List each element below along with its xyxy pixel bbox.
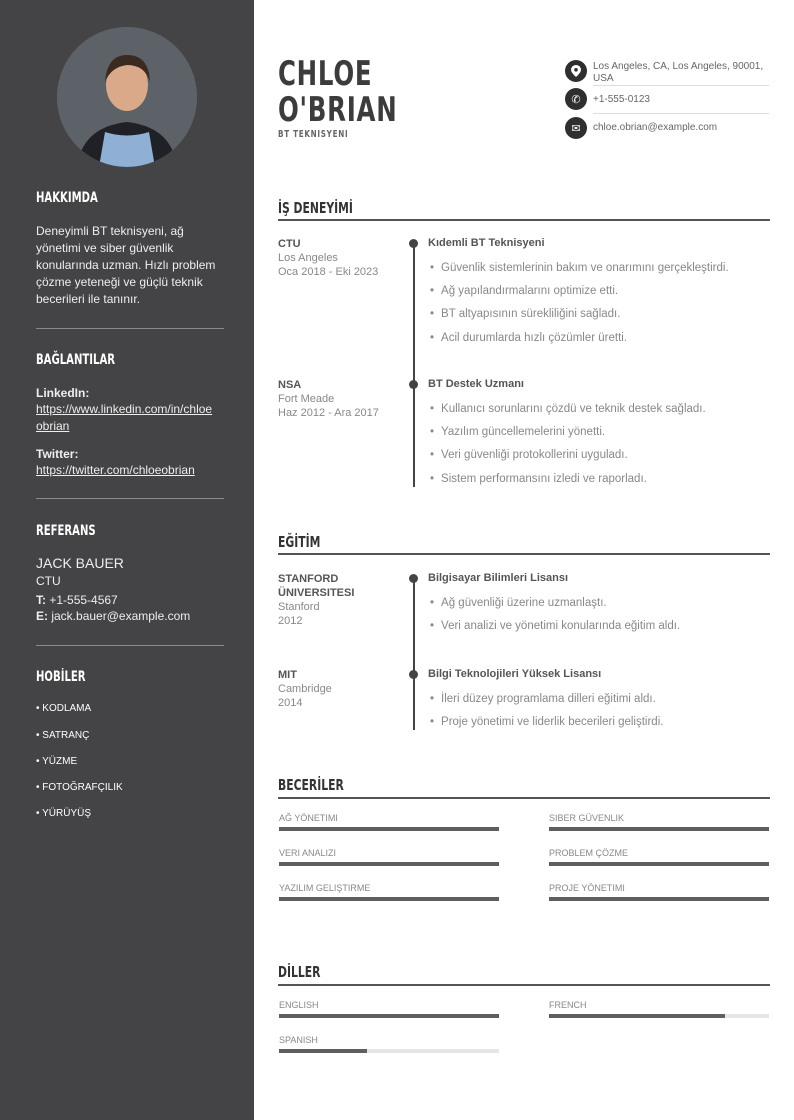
language-bar-fill [279, 1049, 367, 1053]
experience-heading: İŞ DENEYİMİ [278, 199, 353, 217]
language-bar [279, 1014, 499, 1018]
map-pin-icon [565, 60, 587, 82]
timeline-dot [409, 380, 418, 389]
bullet-item: • Kullanıcı sorunlarını çözdü ve teknik destek sağladı. [430, 403, 706, 415]
language-bar [549, 1014, 769, 1018]
job-title: BT TEKNISYENI [278, 129, 349, 140]
language-label: SPANISH [279, 1035, 318, 1045]
hobby-item: • YÜZME [36, 756, 78, 767]
timeline-dot [409, 670, 418, 679]
reference-email [36, 608, 221, 625]
bullet-item: • İleri düzey programlama dilleri eğitimi aldı. [430, 693, 656, 705]
about-text: Deneyimli BT teknisyeni, ağ yönetimi ve siber güvenlik konularında uzman. Hızlı problem çözme yeteneği ve güçlü teknik becerileri ile tanınır. [36, 224, 216, 306]
divider [593, 85, 769, 86]
skill-bar [549, 827, 769, 831]
bullet-item: • Veri analizi ve yönetimi konularında eğitim aldı. [430, 620, 680, 632]
skill-bar [549, 897, 769, 901]
timeline-dot [409, 574, 418, 583]
bullet-item: • Yazılım güncellemelerini yönetti. [430, 426, 605, 438]
education-org: STANFORD ÜNIVERSITESI Stanford 2012 [278, 573, 355, 627]
education-org: MIT Cambridge 2014 [278, 669, 332, 709]
contact-address: Los Angeles, CA, Los Angeles, 90001, USA [593, 61, 764, 84]
skill-bar-fill [549, 897, 769, 901]
skill-label: AĞ YÖNETIMI [279, 813, 338, 823]
education-degree: Bilgi Teknolojileri Yüksek Lisansı [428, 668, 602, 680]
language-label: ENGLISH [279, 1000, 319, 1010]
divider [278, 984, 770, 986]
experience-role: Kıdemli BT Teknisyeni [428, 237, 545, 249]
phone-label: T: [36, 593, 46, 607]
skill-label: YAZILIM GELIŞTIRME [279, 883, 371, 893]
skill-bar [279, 827, 499, 831]
education-heading: EĞİTİM [278, 533, 321, 551]
language-bar-fill [549, 1014, 725, 1018]
phone-value: +1-555-4567 [49, 593, 118, 607]
reference-phone [36, 592, 221, 609]
twitter-link[interactable]: https://twitter.com/chloeobrian [36, 463, 195, 477]
skill-bar [279, 862, 499, 866]
language-bar [279, 1049, 499, 1053]
bullet-item: • Ağ yapılandırmalarını optimize etti. [430, 285, 618, 297]
reference-heading: REFERANS [36, 523, 96, 539]
skill-bar-fill [279, 897, 499, 901]
reference-name: JACK BAUER [36, 555, 124, 571]
timeline-dot [409, 239, 418, 248]
email-label: E: [36, 609, 48, 623]
bullet-item: • Sistem performansını izledi ve raporladı. [430, 473, 647, 485]
divider [36, 328, 224, 329]
skill-bar-fill [549, 827, 769, 831]
reference-org: CTU [36, 574, 61, 588]
skill-label: VERI ANALIZI [279, 848, 337, 858]
envelope-icon: ✉ [565, 117, 587, 139]
languages-heading: DİLLER [278, 963, 321, 981]
education-degree: Bilgisayar Bilimleri Lisansı [428, 572, 569, 584]
bullet-item: • Veri güvenliği protokollerini uyguladı. [430, 449, 628, 461]
divider [278, 219, 770, 221]
skill-label: SIBER GÜVENLIK [549, 813, 625, 823]
email-value: jack.bauer@example.com [51, 609, 191, 623]
phone-icon: ✆ [565, 88, 587, 110]
timeline-line [413, 243, 415, 487]
bullet-item: • BT altyapısının sürekliliğini sağladı. [430, 308, 620, 320]
hobby-item: • YÜRÜYÜŞ [36, 808, 92, 819]
timeline-line [413, 578, 415, 730]
linkedin-label: LinkedIn: [36, 386, 90, 400]
contact-phone: +1-555-0123 [593, 94, 650, 105]
experience-role: BT Destek Uzmanı [428, 378, 524, 390]
language-label: FRENCH [549, 1000, 587, 1010]
hobby-item: • FOTOĞRAFÇILIK [36, 782, 123, 793]
divider [593, 113, 769, 114]
contact-email: chloe.obrian@example.com [593, 122, 718, 133]
bullet-item: • Ağ güvenliği üzerine uzmanlaştı. [430, 597, 607, 609]
twitter-label: Twitter: [36, 447, 79, 461]
skill-label: PROJE YÖNETIMI [549, 883, 625, 893]
about-heading: HAKKIMDA [36, 190, 98, 206]
skills-heading: BECERİLER [278, 776, 344, 794]
profile-photo [57, 27, 197, 167]
divider [36, 645, 224, 646]
bullet-item: • Acil durumlarda hızlı çözümler üretti. [430, 332, 627, 344]
divider [278, 797, 770, 799]
skill-bar-fill [279, 827, 499, 831]
skill-bar-fill [279, 862, 499, 866]
divider [278, 553, 770, 555]
experience-org: NSA Fort Meade Haz 2012 - Ara 2017 [278, 379, 379, 419]
skill-bar [549, 862, 769, 866]
skill-label: PROBLEM ÇÖZME [549, 848, 629, 858]
links-heading: BAĞLANTILAR [36, 352, 116, 368]
hobbies-heading: HOBİLER [36, 669, 86, 685]
last-name: O'BRIAN [278, 90, 398, 130]
linkedin-link[interactable]: https://www.linkedin.com/in/chloeobrian [36, 402, 213, 433]
skill-bar-fill [549, 862, 769, 866]
language-bar-fill [279, 1014, 499, 1018]
bullet-item: • Proje yönetimi ve liderlik becerileri geliştirdi. [430, 716, 663, 728]
sidebar [0, 0, 254, 1120]
first-name: CHLOE [278, 54, 373, 94]
divider [36, 498, 224, 499]
skill-bar [279, 897, 499, 901]
experience-org: CTU Los Angeles Oca 2018 - Eki 2023 [278, 238, 379, 278]
hobby-item: • SATRANÇ [36, 730, 90, 741]
hobby-item: • KODLAMA [36, 703, 92, 714]
bullet-item: • Güvenlik sistemlerinin bakım ve onarımını gerçekleştirdi. [430, 262, 729, 274]
